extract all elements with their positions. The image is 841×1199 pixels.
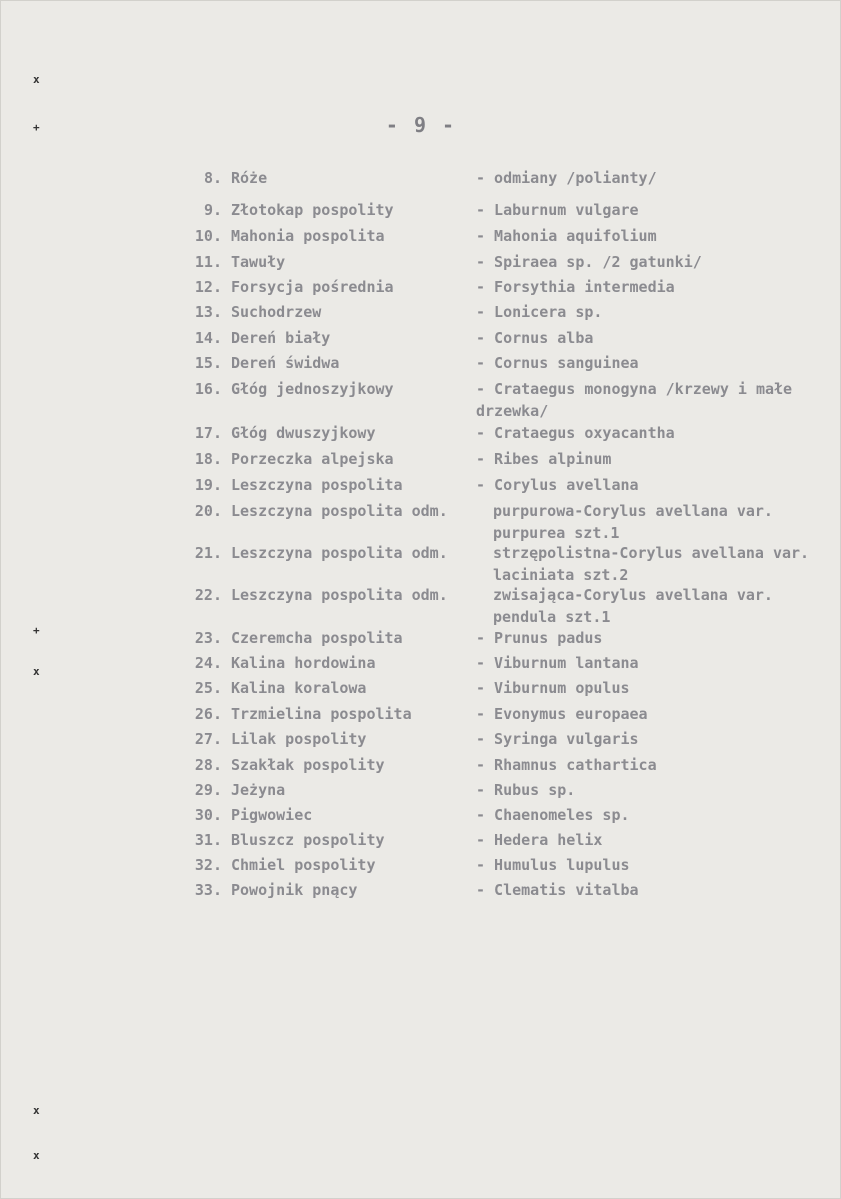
list-item: [1, 199, 841, 221]
item-number: 16.: [194, 380, 222, 398]
polish-name: Kalina hordowina: [231, 654, 376, 672]
page-number: - 9 -: [385, 113, 457, 137]
list-item: [1, 879, 841, 901]
list-item: [1, 301, 841, 323]
latin-name: - Ribes alpinum: [476, 450, 612, 468]
list-item: [1, 378, 841, 422]
polish-name: Leszczyna pospolita odm.: [231, 586, 448, 604]
polish-name: Dereń biały: [231, 329, 331, 347]
polish-name: Powojnik pnący: [231, 881, 358, 899]
item-number: 10.: [194, 227, 222, 245]
polish-name: Jeżyna: [231, 781, 286, 799]
item-number: 33.: [194, 881, 222, 899]
margin-mark: +: [33, 624, 40, 637]
list-item: [1, 500, 841, 544]
margin-mark: x: [33, 1104, 40, 1117]
item-number: 8.: [203, 169, 222, 187]
latin-name: - Clematis vitalba: [476, 881, 639, 899]
polish-name: Suchodrzew: [231, 303, 322, 321]
list-item: [1, 703, 841, 725]
polish-name: Szakłak pospolity: [231, 756, 385, 774]
list-item: [1, 728, 841, 750]
item-number: 17.: [194, 424, 222, 442]
latin-name: - Mahonia aquifolium: [476, 227, 657, 245]
item-number: 24.: [194, 654, 222, 672]
latin-name: - Hedera helix: [476, 831, 603, 849]
latin-name: - Rhamnus cathartica: [476, 756, 657, 774]
latin-name: - Chaenomeles sp.: [476, 806, 630, 824]
polish-name: Tawuły: [231, 253, 286, 271]
latin-name: - Humulus lupulus: [476, 856, 630, 874]
polish-name: Mahonia pospolita: [231, 227, 385, 245]
list-item: [1, 584, 841, 628]
item-number: 30.: [194, 806, 222, 824]
list-item: [1, 422, 841, 444]
item-number: 9.: [203, 201, 222, 219]
item-number: 27.: [194, 730, 222, 748]
polish-name: Leszczyna pospolita: [231, 476, 403, 494]
polish-name: Złotokap pospolity: [231, 201, 394, 219]
list-item: [1, 225, 841, 247]
latin-name: - Lonicera sp.: [476, 303, 603, 321]
latin-name: - Viburnum opulus: [476, 679, 630, 697]
margin-mark: x: [33, 665, 40, 678]
item-number: 18.: [194, 450, 222, 468]
item-number: 29.: [194, 781, 222, 799]
item-number: 20.: [194, 502, 222, 520]
list-item: [1, 627, 841, 649]
polish-name: Głóg jednoszyjkowy: [231, 380, 394, 398]
polish-name: Leszczyna pospolita odm.: [231, 544, 448, 562]
list-item: [1, 327, 841, 349]
list-item: [1, 167, 841, 189]
latin-name: - Crataegus oxyacantha: [476, 424, 675, 442]
item-number: 25.: [194, 679, 222, 697]
list-item: [1, 677, 841, 699]
item-number: 11.: [194, 253, 222, 271]
list-item: [1, 542, 841, 586]
latin-name: - Laburnum vulgare: [476, 201, 639, 219]
item-number: 28.: [194, 756, 222, 774]
item-number: 26.: [194, 705, 222, 723]
polish-name: Forsycja pośrednia: [231, 278, 394, 296]
list-item: [1, 474, 841, 496]
latin-name: - Rubus sp.: [476, 781, 576, 799]
item-number: 31.: [194, 831, 222, 849]
polish-name: Porzeczka alpejska: [231, 450, 394, 468]
list-item: [1, 448, 841, 470]
latin-name: - Syringa vulgaris: [476, 730, 639, 748]
item-number: 13.: [194, 303, 222, 321]
latin-name: - Evonymus europaea: [476, 705, 648, 723]
margin-mark: x: [33, 1149, 40, 1162]
item-number: 21.: [194, 544, 222, 562]
item-number: 12.: [194, 278, 222, 296]
list-item: [1, 829, 841, 851]
polish-name: Kalina koralowa: [231, 679, 367, 697]
latin-name: - odmiany /polianty/: [476, 169, 657, 187]
latin-name: - Cornus alba: [476, 329, 594, 347]
latin-name: zwisająca-Corylus avellana var. pendula szt.1: [493, 586, 773, 626]
latin-name: - Viburnum lantana: [476, 654, 639, 672]
latin-name: - Corylus avellana: [476, 476, 639, 494]
polish-name: Leszczyna pospolita odm.: [231, 502, 448, 520]
polish-name: Lilak pospolity: [231, 730, 367, 748]
polish-name: Głóg dwuszyjkowy: [231, 424, 376, 442]
item-number: 23.: [194, 629, 222, 647]
list-item: [1, 779, 841, 801]
polish-name: Pigwowiec: [231, 806, 313, 824]
polish-name: Czeremcha pospolita: [231, 629, 403, 647]
latin-name: strzępolistna-Corylus avellana var. laciniata szt.2: [493, 544, 810, 584]
latin-name: - Cornus sanguinea: [476, 354, 639, 372]
list-item: [1, 652, 841, 674]
item-number: 19.: [194, 476, 222, 494]
item-number: 32.: [194, 856, 222, 874]
item-number: 15.: [194, 354, 222, 372]
polish-name: Bluszcz pospolity: [231, 831, 385, 849]
list-item: [1, 352, 841, 374]
list-item: [1, 754, 841, 776]
latin-name: - Spiraea sp. /2 gatunki/: [476, 253, 702, 271]
polish-name: Chmiel pospolity: [231, 856, 376, 874]
item-number: 14.: [194, 329, 222, 347]
polish-name: Trzmielina pospolita: [231, 705, 412, 723]
list-item: [1, 276, 841, 298]
latin-name: - Forsythia intermedia: [476, 278, 675, 296]
latin-name: purpurowa-Corylus avellana var. purpurea szt.1: [493, 502, 773, 542]
margin-mark: +: [33, 121, 40, 134]
polish-name: Róże: [231, 169, 268, 187]
list-item: [1, 854, 841, 876]
list-item: [1, 251, 841, 273]
polish-name: Dereń świdwa: [231, 354, 340, 372]
latin-name: - Crataegus monogyna /krzewy i małe drzewka/: [476, 380, 793, 420]
latin-name: - Prunus padus: [476, 629, 603, 647]
margin-mark: x: [33, 73, 40, 86]
list-item: [1, 804, 841, 826]
item-number: 22.: [194, 586, 222, 604]
